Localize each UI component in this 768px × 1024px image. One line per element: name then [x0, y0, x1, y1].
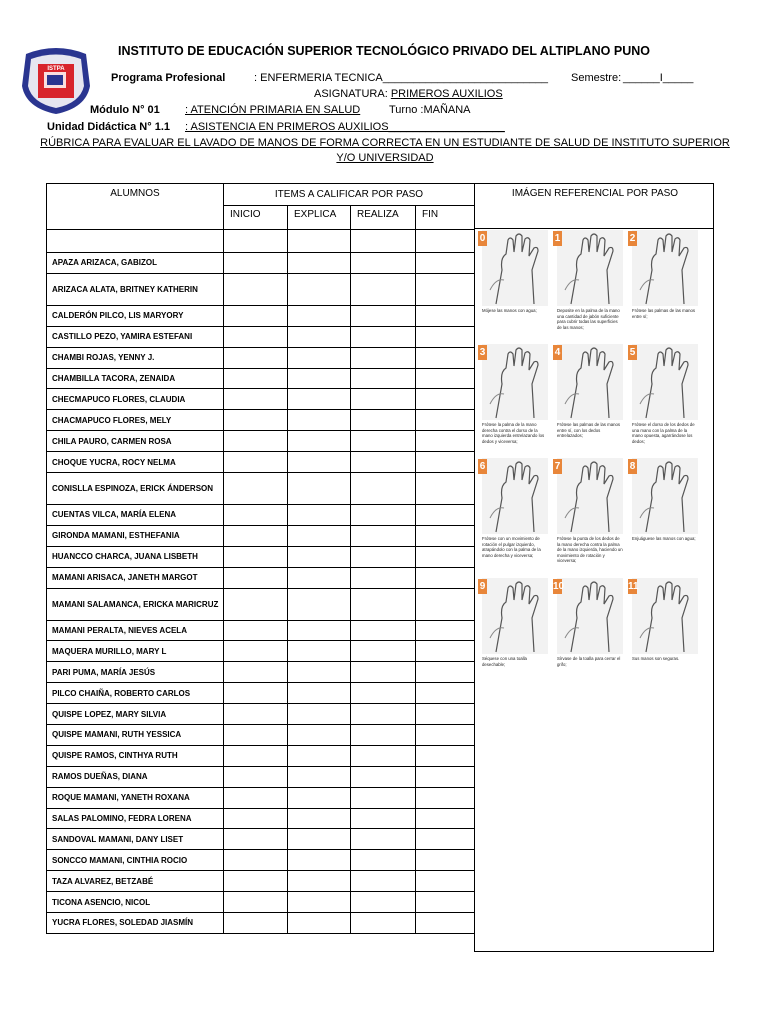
hands-illustration-icon	[632, 344, 698, 420]
student-name: QUISPE LOPEZ, MARY SILVIA	[47, 704, 224, 725]
step-number: 2	[629, 233, 636, 244]
score-cell-inicio[interactable]	[224, 326, 288, 347]
evaluation-table	[46, 183, 475, 934]
student-name: MAQUERA MURILLO, MARY L	[47, 641, 224, 662]
student-name: ROQUE MAMANI, YANETH ROXANA	[47, 787, 224, 808]
table-row	[47, 588, 475, 620]
score-cell-inicio[interactable]	[224, 473, 288, 505]
score-cell-inicio[interactable]	[224, 368, 288, 389]
semestre-label: Semestre:	[571, 72, 622, 84]
score-cell-inicio[interactable]	[224, 546, 288, 567]
score-cell-inicio[interactable]	[224, 305, 288, 326]
step-caption: Frótese la palma de la mano derecha contra el dorso de la mano izquierda entrelazando los dedos y viceversa;	[482, 422, 545, 444]
step-6	[478, 458, 548, 560]
hands-illustration-icon	[557, 458, 623, 534]
score-cell-fin[interactable]	[416, 567, 475, 588]
score-cell-explica[interactable]	[288, 588, 351, 620]
score-cell-explica[interactable]	[288, 410, 351, 431]
table-row	[47, 829, 475, 850]
score-cell-explica[interactable]	[288, 253, 351, 274]
score-cell-inicio[interactable]	[224, 787, 288, 808]
score-cell-realiza[interactable]	[351, 808, 416, 829]
col-items: ITEMS A CALIFICAR POR PASO	[224, 184, 475, 206]
step-9	[478, 578, 548, 680]
student-name: SANDOVAL MAMANI, DANY LISET	[47, 829, 224, 850]
table-row	[47, 850, 475, 871]
score-cell-explica[interactable]	[288, 683, 351, 704]
score-cell-explica[interactable]	[288, 704, 351, 725]
score-cell-realiza[interactable]	[351, 725, 416, 746]
hands-illustration-icon	[557, 230, 623, 306]
table-row	[47, 808, 475, 829]
student-name: HUANCCO CHARCA, JUANA LISBETH	[47, 546, 224, 567]
table-row	[47, 389, 475, 410]
score-cell-realiza[interactable]	[351, 305, 416, 326]
col-inicio: INICIO	[224, 206, 288, 230]
step-number: 4	[554, 347, 561, 358]
score-cell-inicio[interactable]	[224, 725, 288, 746]
score-cell-fin[interactable]	[416, 745, 475, 766]
table-row	[47, 567, 475, 588]
student-name: PARI PUMA, MARÍA JESÚS	[47, 662, 224, 683]
score-cell-inicio[interactable]	[224, 662, 288, 683]
step-caption: Sus manos son seguras.	[632, 656, 680, 661]
step-caption: Deposite en la palma de la mano una cantidad de jabón suficiente para cubrir todas las superficies de las manos;	[557, 308, 620, 330]
step-caption: Enjuáguese las manos con agua;	[632, 536, 696, 541]
table-row	[47, 546, 475, 567]
score-cell-fin[interactable]	[416, 368, 475, 389]
score-cell-inicio[interactable]	[224, 452, 288, 473]
score-cell-realiza[interactable]	[351, 745, 416, 766]
score-cell-explica[interactable]	[288, 326, 351, 347]
score-cell-inicio[interactable]	[224, 347, 288, 368]
table-row	[47, 505, 475, 526]
score-cell-realiza[interactable]	[351, 913, 416, 934]
col-alumnos: ALUMNOS	[47, 184, 224, 230]
student-name: QUISPE RAMOS, CINTHYA RUTH	[47, 745, 224, 766]
step-1	[553, 230, 623, 332]
score-cell-realiza[interactable]	[351, 662, 416, 683]
score-cell-explica[interactable]	[288, 505, 351, 526]
table-row	[47, 410, 475, 431]
score-cell-fin[interactable]	[416, 273, 475, 305]
student-name: SONCCO MAMANI, CINTHIA ROCIO	[47, 850, 224, 871]
student-name: GIRONDA MAMANI, ESTHEFANIA	[47, 525, 224, 546]
table-row	[47, 273, 475, 305]
score-cell-fin[interactable]	[416, 892, 475, 913]
col-realiza: REALIZA	[351, 206, 416, 230]
score-cell-fin[interactable]	[416, 766, 475, 787]
table-row	[47, 452, 475, 473]
score-cell-fin[interactable]	[416, 326, 475, 347]
step-number: 5	[629, 347, 636, 358]
score-cell-explica[interactable]	[288, 745, 351, 766]
step-caption: Séquese con una toalla desechable;	[482, 656, 527, 667]
hands-illustration-icon	[482, 344, 548, 420]
student-name: SALAS PALOMINO, FEDRA LORENA	[47, 808, 224, 829]
score-cell-fin[interactable]	[416, 871, 475, 892]
score-cell-realiza[interactable]	[351, 525, 416, 546]
unidad-label: Unidad Didáctica N° 1.1	[47, 121, 170, 133]
blank-row	[47, 230, 475, 253]
table-row	[47, 766, 475, 787]
step-2	[628, 230, 698, 332]
asignatura-value: PRIMEROS AUXILIOS	[390, 88, 503, 100]
student-name: QUISPE MAMANI, RUTH YESSICA	[47, 725, 224, 746]
score-cell-realiza[interactable]	[351, 431, 416, 452]
score-cell-inicio[interactable]	[224, 273, 288, 305]
score-cell-realiza[interactable]	[351, 389, 416, 410]
student-name: CHAMBI ROJAS, YENNY J.	[47, 347, 224, 368]
step-number: 11	[628, 581, 639, 592]
col-imagen: IMÁGEN REFERENCIAL POR PASO	[511, 188, 679, 199]
step-number: 7	[554, 461, 561, 472]
step-number: 0	[479, 233, 486, 244]
score-cell-inicio[interactable]	[224, 567, 288, 588]
hands-illustration-icon	[482, 230, 548, 306]
score-cell-explica[interactable]	[288, 913, 351, 934]
table-row	[47, 787, 475, 808]
table-row	[47, 913, 475, 934]
table-row	[47, 368, 475, 389]
student-name: CHECMAPUCO FLORES, CLAUDIA	[47, 389, 224, 410]
logo-text: ISTPA	[47, 66, 65, 72]
step-10	[553, 578, 623, 680]
modulo-label: Módulo N° 01	[90, 104, 160, 116]
score-cell-explica[interactable]	[288, 850, 351, 871]
table-row	[47, 620, 475, 641]
score-cell-fin[interactable]	[416, 787, 475, 808]
rubrica-title: RÚBRICA PARA EVALUAR EL LAVADO DE MANOS DE FORMA CORRECTA EN UN ESTUDIANTE DE SALUD DE INSTITUTO SUPERIOR Y/O UNIVERSIDAD	[40, 137, 730, 164]
student-name: TAZA ALVAREZ, BETZABÉ	[47, 871, 224, 892]
table-row	[47, 431, 475, 452]
score-cell-realiza[interactable]	[351, 787, 416, 808]
score-cell-fin[interactable]	[416, 452, 475, 473]
score-cell-inicio[interactable]	[224, 525, 288, 546]
col-explica: EXPLICA	[288, 206, 351, 230]
score-cell-fin[interactable]	[416, 913, 475, 934]
score-cell-inicio[interactable]	[224, 683, 288, 704]
score-cell-inicio[interactable]	[224, 766, 288, 787]
score-cell-realiza[interactable]	[351, 683, 416, 704]
step-5	[628, 344, 698, 446]
student-name: CASTILLO PEZO, YAMIRA ESTEFANI	[47, 326, 224, 347]
score-cell-fin[interactable]	[416, 431, 475, 452]
score-cell-fin[interactable]	[416, 389, 475, 410]
score-cell-fin[interactable]	[416, 253, 475, 274]
score-cell-fin[interactable]	[416, 704, 475, 725]
score-cell-explica[interactable]	[288, 620, 351, 641]
student-name: RAMOS DUEÑAS, DIANA	[47, 766, 224, 787]
table-row	[47, 704, 475, 725]
score-cell-explica[interactable]	[288, 766, 351, 787]
score-cell-inicio[interactable]	[224, 620, 288, 641]
table-row	[47, 473, 475, 505]
score-cell-explica[interactable]	[288, 829, 351, 850]
score-cell-explica[interactable]	[288, 452, 351, 473]
score-cell-inicio[interactable]	[224, 253, 288, 274]
step-number: 8	[629, 461, 636, 472]
step-caption: Frótese las palmas de las manos entre sí;	[632, 308, 696, 319]
score-cell-explica[interactable]	[288, 525, 351, 546]
step-number: 3	[479, 347, 486, 358]
score-cell-explica[interactable]	[288, 892, 351, 913]
hands-illustration-icon	[557, 344, 623, 420]
score-cell-explica[interactable]	[288, 368, 351, 389]
semestre-value: ______I_____	[623, 72, 694, 84]
score-cell-explica[interactable]	[288, 273, 351, 305]
score-cell-fin[interactable]	[416, 808, 475, 829]
student-name: CHACMAPUCO FLORES, MELY	[47, 410, 224, 431]
score-cell-inicio[interactable]	[224, 641, 288, 662]
score-cell-explica[interactable]	[288, 787, 351, 808]
score-cell-inicio[interactable]	[224, 913, 288, 934]
student-name: MAMANI SALAMANCA, ERICKA MARICRUZ	[47, 588, 224, 620]
step-caption: Sírvase de la toalla para cerrar el grifo;	[557, 656, 621, 667]
student-name: CHILA PAURO, CARMEN ROSA	[47, 431, 224, 452]
score-cell-fin[interactable]	[416, 829, 475, 850]
hands-illustration-icon	[632, 578, 698, 654]
hands-illustration-icon	[557, 578, 623, 654]
score-cell-realiza[interactable]	[351, 253, 416, 274]
step-number: 6	[479, 461, 486, 472]
score-cell-inicio[interactable]	[224, 505, 288, 526]
score-cell-fin[interactable]	[416, 347, 475, 368]
score-cell-fin[interactable]	[416, 662, 475, 683]
score-cell-fin[interactable]	[416, 683, 475, 704]
score-cell-realiza[interactable]	[351, 567, 416, 588]
step-caption: Mójese las manos con agua;	[482, 308, 537, 313]
table-row	[47, 347, 475, 368]
score-cell-realiza[interactable]	[351, 452, 416, 473]
table-row	[47, 326, 475, 347]
score-cell-realiza[interactable]	[351, 588, 416, 620]
table-row	[47, 641, 475, 662]
table-row	[47, 525, 475, 546]
turno: Turno :MAÑANA	[389, 104, 471, 116]
step-7	[553, 458, 623, 563]
student-name: TICONA ASENCIO, NICOL	[47, 892, 224, 913]
table-row	[47, 725, 475, 746]
step-11	[628, 578, 698, 680]
score-cell-realiza[interactable]	[351, 410, 416, 431]
hands-illustration-icon	[632, 230, 698, 306]
score-cell-explica[interactable]	[288, 389, 351, 410]
score-cell-realiza[interactable]	[351, 829, 416, 850]
step-number: 10	[553, 581, 565, 592]
student-name: PILCO CHAIÑA, ROBERTO CARLOS	[47, 683, 224, 704]
table-row	[47, 683, 475, 704]
score-cell-explica[interactable]	[288, 725, 351, 746]
score-cell-inicio[interactable]	[224, 808, 288, 829]
score-cell-fin[interactable]	[416, 505, 475, 526]
score-cell-fin[interactable]	[416, 473, 475, 505]
step-3	[478, 344, 548, 446]
score-cell-realiza[interactable]	[351, 546, 416, 567]
table-row	[47, 305, 475, 326]
score-cell-fin[interactable]	[416, 588, 475, 620]
score-cell-fin[interactable]	[416, 410, 475, 431]
score-cell-realiza[interactable]	[351, 704, 416, 725]
student-name: CONISLLA ESPINOZA, ERICK ÁNDERSON	[47, 473, 224, 505]
score-cell-inicio[interactable]	[224, 704, 288, 725]
table-row	[47, 253, 475, 274]
score-cell-realiza[interactable]	[351, 641, 416, 662]
step-8	[628, 458, 698, 560]
score-cell-realiza[interactable]	[351, 368, 416, 389]
score-cell-explica[interactable]	[288, 473, 351, 505]
hands-illustration-icon	[482, 578, 548, 654]
step-0	[478, 230, 548, 332]
score-cell-fin[interactable]	[416, 305, 475, 326]
score-cell-fin[interactable]	[416, 850, 475, 871]
step-4	[553, 344, 623, 446]
student-name: MAMANI PERALTA, NIEVES ACELA	[47, 620, 224, 641]
student-name: YUCRA FLORES, SOLEDAD JIASMÍN	[47, 913, 224, 934]
score-cell-realiza[interactable]	[351, 273, 416, 305]
student-name: CHOQUE YUCRA, ROCY NELMA	[47, 452, 224, 473]
score-cell-explica[interactable]	[288, 567, 351, 588]
score-cell-realiza[interactable]	[351, 871, 416, 892]
score-cell-inicio[interactable]	[224, 389, 288, 410]
step-caption: Frótese la punta de los dedos de la mano derecha contra la palma de la mano izquierda, haciendo un movimiento de rotación y viceversa;	[557, 536, 623, 563]
step-caption: Frótese las palmas de las manos entre sí, con los dedos entrelazados;	[557, 422, 621, 438]
hands-illustration-icon	[482, 458, 548, 534]
score-cell-inicio[interactable]	[224, 745, 288, 766]
student-name: APAZA ARIZACA, GABIZOL	[47, 253, 224, 274]
student-name: CHAMBILLA TACORA, ZENAIDA	[47, 368, 224, 389]
col-fin: FIN	[416, 206, 475, 230]
score-cell-realiza[interactable]	[351, 766, 416, 787]
student-name: CUENTAS VILCA, MARÍA ELENA	[47, 505, 224, 526]
score-cell-inicio[interactable]	[224, 850, 288, 871]
asignatura-label: ASIGNATURA:	[314, 88, 388, 100]
score-cell-fin[interactable]	[416, 620, 475, 641]
table-row	[47, 892, 475, 913]
score-cell-inicio[interactable]	[224, 829, 288, 850]
score-cell-realiza[interactable]	[351, 473, 416, 505]
step-caption: Frótese el dorso de los dedos de una mano con la palma de la mano opuesta, agarrándose los dedos;	[632, 422, 695, 444]
step-caption: Frótese con un movimiento de rotación el pulgar izquierdo, atrapándolo con la palma de la mano derecha y viceversa;	[482, 536, 541, 558]
hands-illustration-icon	[632, 458, 698, 534]
score-cell-explica[interactable]	[288, 641, 351, 662]
table-row	[47, 871, 475, 892]
score-cell-inicio[interactable]	[224, 410, 288, 431]
score-cell-inicio[interactable]	[224, 892, 288, 913]
programa-value: : ENFERMERIA TECNICA___________________________	[254, 72, 548, 84]
score-cell-inicio[interactable]	[224, 588, 288, 620]
score-cell-realiza[interactable]	[351, 892, 416, 913]
panel-divider	[474, 228, 714, 229]
step-number: 1	[554, 233, 561, 244]
score-cell-explica[interactable]	[288, 305, 351, 326]
programa-label: Programa Profesional	[111, 72, 226, 84]
institute-title: INSTITUTO DE EDUCACIÓN SUPERIOR TECNOLÓGICO PRIVADO DEL ALTIPLANO PUNO	[118, 44, 650, 58]
score-cell-fin[interactable]	[416, 641, 475, 662]
score-cell-explica[interactable]	[288, 871, 351, 892]
step-number: 9	[479, 581, 486, 592]
table-row	[47, 745, 475, 766]
score-cell-explica[interactable]	[288, 431, 351, 452]
asignatura-line	[314, 88, 503, 100]
score-cell-fin[interactable]	[416, 725, 475, 746]
modulo-value: : ATENCIÓN PRIMARIA EN SALUD	[185, 104, 361, 116]
student-name: CALDERÓN PILCO, LIS MARYORY	[47, 305, 224, 326]
score-cell-explica[interactable]	[288, 808, 351, 829]
student-name: MAMANI ARISACA, JANETH MARGOT	[47, 567, 224, 588]
score-cell-fin[interactable]	[416, 546, 475, 567]
score-cell-fin[interactable]	[416, 525, 475, 546]
score-cell-explica[interactable]	[288, 662, 351, 683]
student-name: ARIZACA ALATA, BRITNEY KATHERIN	[47, 273, 224, 305]
score-cell-inicio[interactable]	[224, 431, 288, 452]
score-cell-realiza[interactable]	[351, 347, 416, 368]
table-row	[47, 662, 475, 683]
unidad-value: : ASISTENCIA EN PRIMEROS AUXILIOS___________________	[185, 121, 505, 133]
score-cell-realiza[interactable]	[351, 326, 416, 347]
score-cell-realiza[interactable]	[351, 850, 416, 871]
score-cell-realiza[interactable]	[351, 505, 416, 526]
score-cell-inicio[interactable]	[224, 871, 288, 892]
score-cell-realiza[interactable]	[351, 620, 416, 641]
score-cell-explica[interactable]	[288, 546, 351, 567]
score-cell-explica[interactable]	[288, 347, 351, 368]
